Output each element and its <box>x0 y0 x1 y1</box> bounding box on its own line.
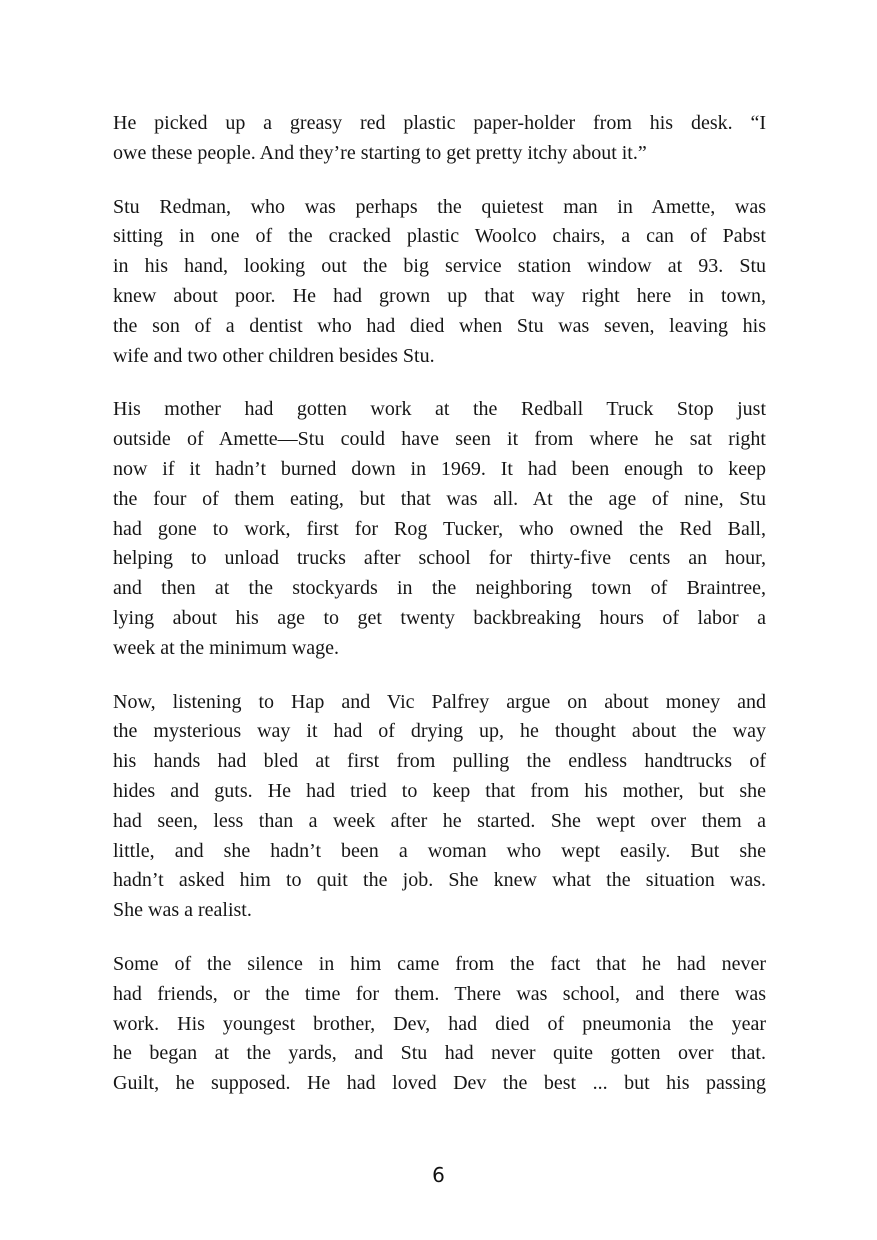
paragraph <box>113 193 766 372</box>
text-line: He picked up a greasy red plastic paper-holder from his desk. “I <box>113 112 766 134</box>
text-line: little, and she hadn’t been a woman who wept easily. But she <box>113 839 766 862</box>
paragraph <box>113 395 766 663</box>
paragraph <box>113 950 766 1099</box>
text-line: week at the minimum wage. <box>113 636 340 659</box>
text-line: His mother had gotten work at the Redball Truck Stop just <box>113 398 766 421</box>
text-line: hides and guts. He had tried to keep that from his mother, but she <box>113 779 766 802</box>
text-line: Some of the silence in him came from the fact that he had never <box>113 952 766 975</box>
text-line: had friends, or the time for them. There was school, and there was <box>113 982 766 1005</box>
page-number: 6 <box>432 1163 445 1187</box>
text-line: outside of Amette—Stu could have seen it from where he sat right <box>113 428 766 451</box>
text-line: helping to unload trucks after school for thirty-five cents an hour, <box>113 547 766 570</box>
paragraph <box>113 688 766 926</box>
text-line: Now, listening to Hap and Vic Palfrey argue on about money and <box>113 690 766 713</box>
text-line: the four of them eating, but that was all. At the age of nine, Stu <box>113 487 766 510</box>
text-line: hadn’t asked him to quit the job. She knew what the situation was. <box>113 869 766 892</box>
text-line: in his hand, looking out the big service station window at 93. Stu <box>113 255 766 278</box>
text-line: his hands had bled at first from pulling the endless handtrucks of <box>113 750 766 773</box>
text-line: She was a realist. <box>113 899 252 922</box>
text-line: owe these people. And they’re starting to get pretty itchy about it.” <box>113 141 647 164</box>
text-line: Stu Redman, who was perhaps the quietest man in Amette, was <box>113 195 766 218</box>
text-line: had gone to work, first for Rog Tucker, who owned the Red Ball, <box>113 517 766 540</box>
text-line: sitting in one of the cracked plastic Woolco chairs, a can of Pabst <box>113 225 766 248</box>
text-line: work. His youngest brother, Dev, had died of pneumonia the year <box>113 1012 766 1035</box>
text-line: the son of a dentist who had died when Stu was seven, leaving his <box>113 314 766 337</box>
text-block <box>113 109 766 1123</box>
text-line: the mysterious way it had of drying up, he thought about the way <box>113 720 766 743</box>
paragraph <box>113 109 766 169</box>
text-line: and then at the stockyards in the neighboring town of Braintree, <box>113 577 766 600</box>
text-line: had seen, less than a week after he started. She wept over them a <box>113 809 766 832</box>
text-line: wife and two other children besides Stu. <box>113 344 435 367</box>
text-line: lying about his age to get twenty backbreaking hours of labor a <box>113 606 766 629</box>
text-line: now if it hadn’t burned down in 1969. It had been enough to keep <box>113 457 766 480</box>
text-line: Guilt, he supposed. He had loved Dev the best ... but his passing <box>113 1072 766 1095</box>
text-line: knew about poor. He had grown up that way right here in town, <box>113 284 766 307</box>
text-line: he began at the yards, and Stu had never quite gotten over that. <box>113 1042 766 1065</box>
